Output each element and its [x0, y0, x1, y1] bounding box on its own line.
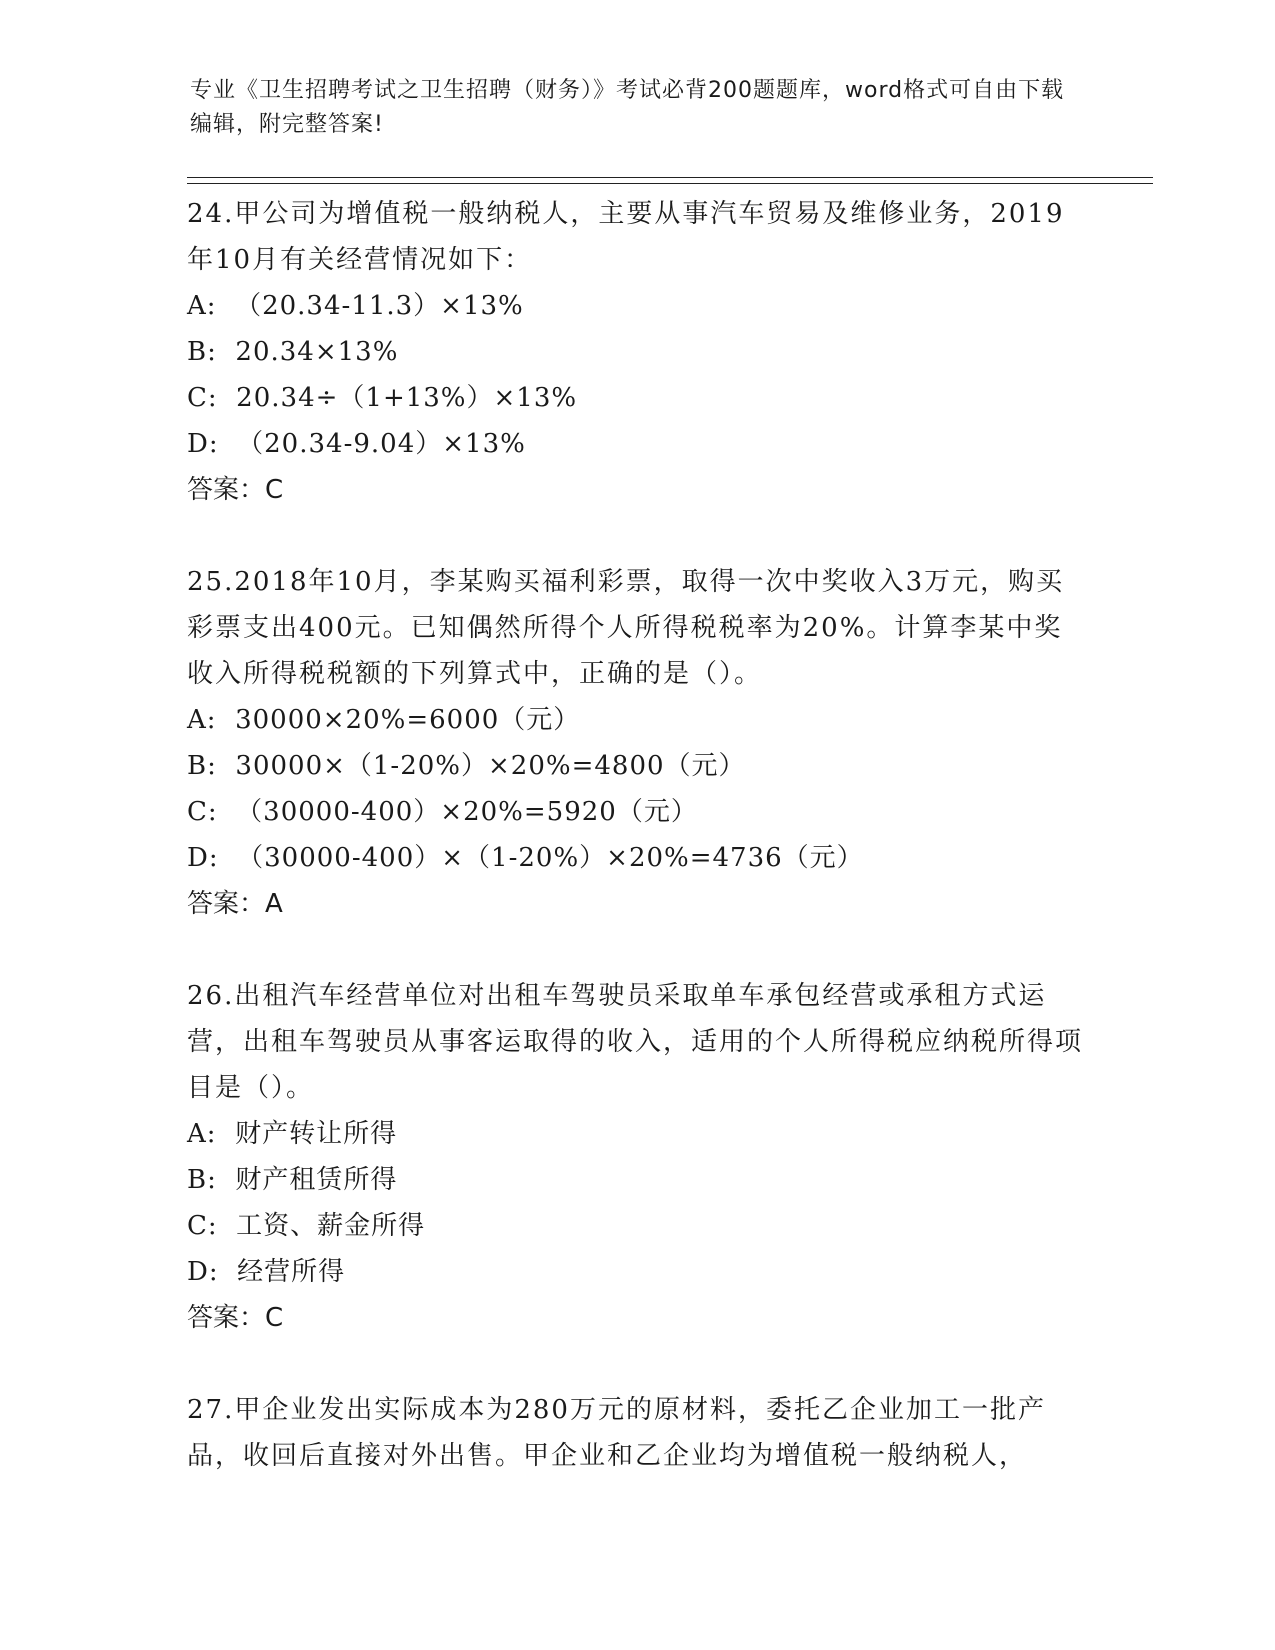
question-stem: 24.甲公司为增值税一般纳税人，主要从事汽车贸易及维修业务，2019年10月有关经营情况如下： [187, 199, 1065, 275]
option-a: A: 30000×20%=6000（元） [187, 705, 581, 735]
question-stem: 26.出租汽车经营单位对出租车驾驶员采取单车承包经营或承租方式运营，出租车驾驶员从事客运取得的收入，适用的个人所得税应纳税所得项目是（）。 [187, 981, 1084, 1103]
document-header: 专业《卫生招聘考试之卫生招聘（财务）》考试必背200题题库，word格式可自由下载编辑，附完整答案! [190, 78, 1065, 137]
option-d: D: （20.34-9.04）×13% [187, 429, 526, 459]
question-list [187, 191, 1087, 1479]
header-rule-bottom [187, 183, 1153, 184]
option-a: A: 财产转让所得 [187, 1119, 398, 1149]
question-25 [187, 559, 1087, 927]
question-26 [187, 973, 1087, 1341]
question-gap [187, 1341, 1087, 1387]
option-d: D: （30000-400）×（1-20%）×20%=4736（元） [187, 843, 864, 873]
option-a: A: （20.34-11.3）×13% [187, 291, 524, 321]
question-gap [187, 513, 1087, 559]
question-gap [187, 927, 1087, 973]
answer-line: 答案：C [187, 1303, 284, 1333]
option-c: C: （30000-400）×20%=5920（元） [187, 797, 698, 827]
answer-line: 答案：C [187, 475, 284, 505]
answer-line: 答案：A [187, 889, 283, 919]
option-b: B: 财产租赁所得 [187, 1165, 398, 1195]
option-b: B: 30000×（1-20%）×20%=4800（元） [187, 751, 746, 781]
question-stem: 27.甲企业发出实际成本为280万元的原材料，委托乙企业加工一批产品，收回后直接对外出售。甲企业和乙企业均为增值税一般纳税人， [187, 1395, 1046, 1471]
option-d: D: 经营所得 [187, 1257, 346, 1287]
option-b: B: 20.34×13% [187, 337, 399, 367]
question-stem: 25.2018年10月，李某购买福利彩票，取得一次中奖收入3万元，购买彩票支出400元。已知偶然所得个人所得税税率为20%。计算李某中奖收入所得税税额的下列算式中，正确的是（）。 [187, 567, 1065, 689]
question-24 [187, 191, 1087, 513]
option-c: C: 工资、薪金所得 [187, 1211, 426, 1241]
option-c: C: 20.34÷（1+13%）×13% [187, 383, 578, 413]
question-27 [187, 1387, 1087, 1479]
header-rule-top [187, 177, 1153, 178]
